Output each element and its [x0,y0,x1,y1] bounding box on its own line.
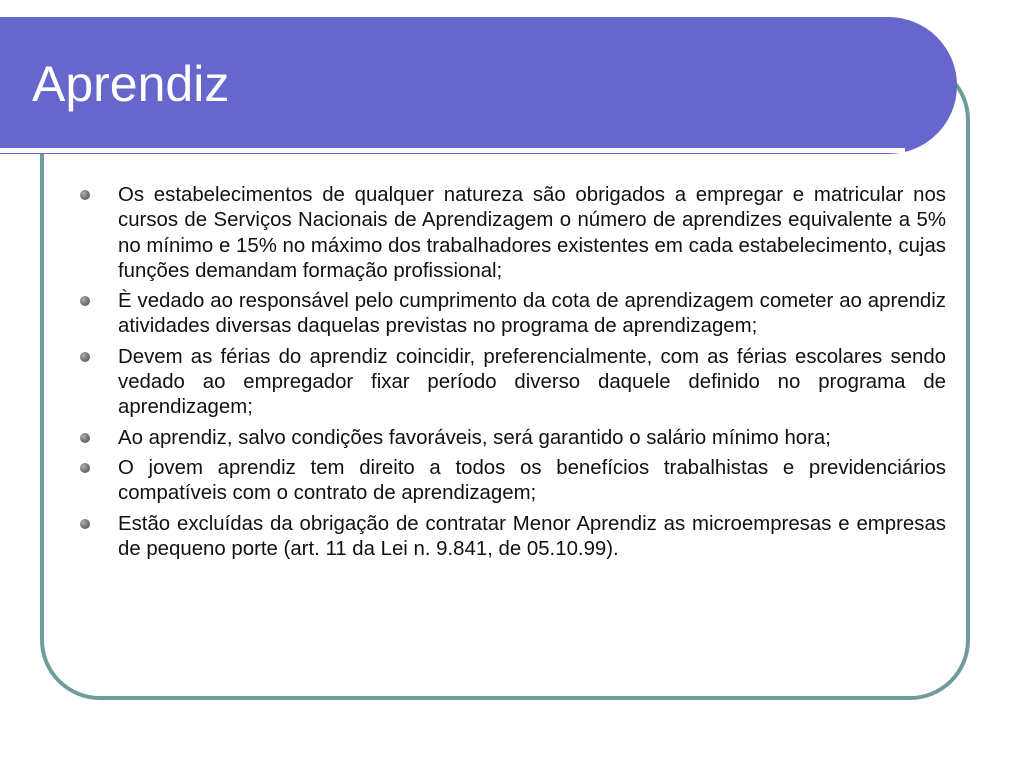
bullet-dot-icon [80,296,90,306]
title-banner [0,17,957,154]
bullet-text: Os estabelecimentos de qualquer natureza são obrigados a empregar e matricular nos cursos de Serviços Nacionais de Aprendizagem o número de aprendizes equivalente a 5% no mínimo e 15% no máximo dos trabalhadores existentes em cada estabelecimento, cujas funções demandam formação profissional; [118,184,946,282]
bullet-dot-icon [80,352,90,362]
list-item [80,512,946,563]
list-item [80,183,946,284]
bullet-dot-icon [80,433,90,443]
title-underline [0,148,905,153]
list-item [80,456,946,507]
list-item [80,345,946,421]
bullet-dot-icon [80,519,90,529]
slide-title: Aprendiz [32,56,230,112]
bullet-text: Ao aprendiz, salvo condições favoráveis, será garantido o salário mínimo hora; [118,426,831,449]
bullet-text: Estão excluídas da obrigação de contratar Menor Aprendiz as microempresas e empresas de pequeno porte (art. 11 da Lei n. 9.841, de 05.10.99). [118,512,946,560]
bullet-dot-icon [80,190,90,200]
bullet-text: Devem as férias do aprendiz coincidir, preferencialmente, com as férias escolares sendo vedado ao empregador fixar período diverso daquele definido no programa de aprendizagem; [118,345,946,419]
bullet-text: O jovem aprendiz tem direito a todos os benefícios trabalhistas e previdenciários compatíveis com o contrato de aprendizagem; [118,456,946,505]
bullet-dot-icon [80,463,90,473]
bullet-list [80,183,946,567]
list-item [80,426,946,451]
bullet-text: È vedado ao responsável pelo cumprimento da cota de aprendizagem cometer ao aprendiz atividades diversas daquelas previstas no programa de aprendizagem; [118,290,946,338]
list-item [80,289,946,340]
